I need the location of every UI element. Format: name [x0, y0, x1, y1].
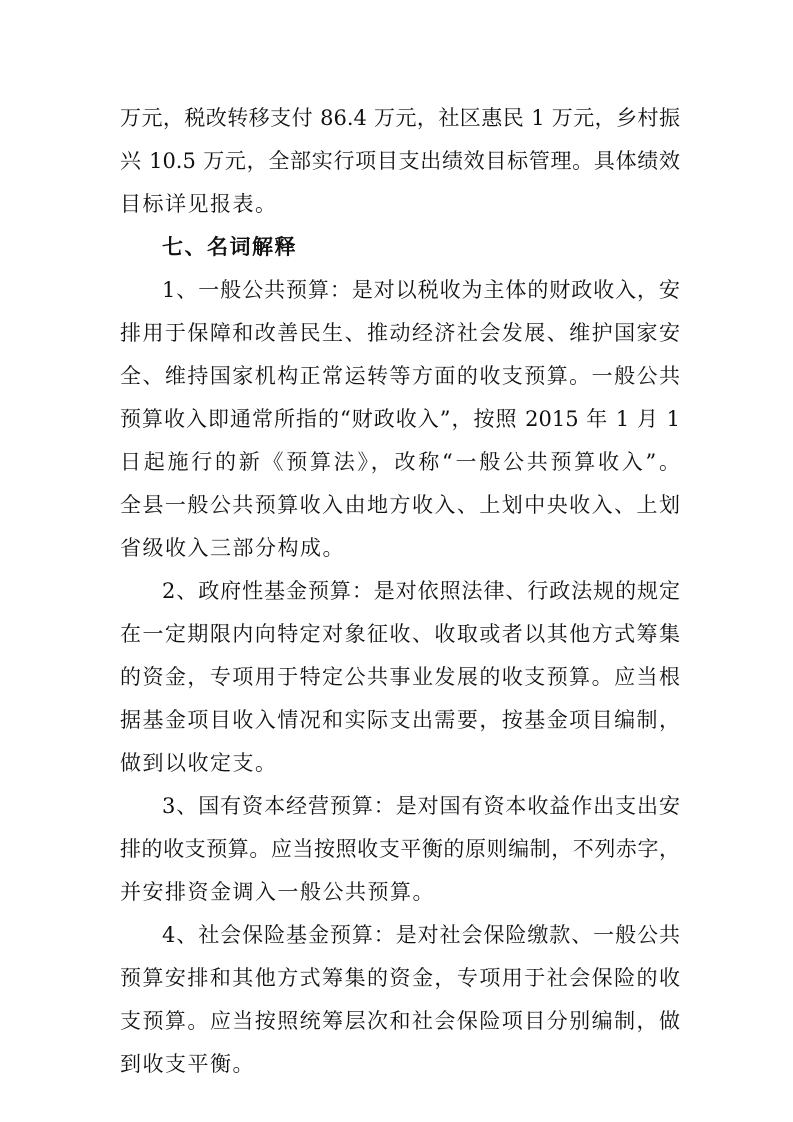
- text-line: 全县一般公共预算收入由地方收入、上划中央收入、上划: [120, 493, 680, 517]
- text-line: 排的收支预算。应当按照收支平衡的原则编制，不列赤字，: [120, 837, 680, 861]
- text-line: 兴 10.5 万元，全部实行项目支出绩效目标管理。具体绩效: [120, 149, 680, 173]
- paragraph-first-line: 4、社会保险基金预算：是对社会保险缴款、一般公共: [162, 923, 680, 947]
- text-line: 到收支平衡。: [120, 1052, 255, 1076]
- text-line: 做到以收定支。: [120, 751, 278, 775]
- paragraph-first-line: 1、一般公共预算：是对以税收为主体的财政收入，安: [162, 278, 680, 302]
- text-line: 省级收入三部分构成。: [120, 536, 345, 560]
- text-line: 日起施行的新《预算法》，改称“一般公共预算收入”。: [120, 450, 680, 474]
- text-line: 支预算。应当按照统筹层次和社会保险项目分别编制，做: [120, 1009, 680, 1033]
- section-heading: 七、名词解释: [162, 235, 297, 259]
- text-line: 的资金，专项用于特定公共事业发展的收支预算。应当根: [120, 665, 680, 689]
- text-line: 排用于保障和改善民生、推动经济社会发展、维护国家安: [120, 321, 680, 345]
- text-line: 万元，税改转移支付 86.4 万元，社区惠民 1 万元，乡村振: [120, 106, 680, 130]
- text-line: 目标详见报表。: [120, 192, 278, 216]
- text-line: 全、维持国家机构正常运转等方面的收支预算。一般公共: [120, 364, 680, 388]
- text-line: 预算安排和其他方式筹集的资金，专项用于社会保险的收: [120, 966, 680, 990]
- paragraph-first-line: 2、政府性基金预算：是对依照法律、行政法规的规定: [162, 579, 680, 603]
- text-line: 预算收入即通常所指的“财政收入”，按照 2015 年 1 月 1: [120, 407, 680, 431]
- paragraph-first-line: 3、国有资本经营预算：是对国有资本收益作出支出安: [162, 794, 680, 818]
- text-line: 在一定期限内向特定对象征收、收取或者以其他方式筹集: [120, 622, 680, 646]
- text-line: 据基金项目收入情况和实际支出需要，按基金项目编制，: [120, 708, 680, 732]
- text-line: 并安排资金调入一般公共预算。: [120, 880, 435, 904]
